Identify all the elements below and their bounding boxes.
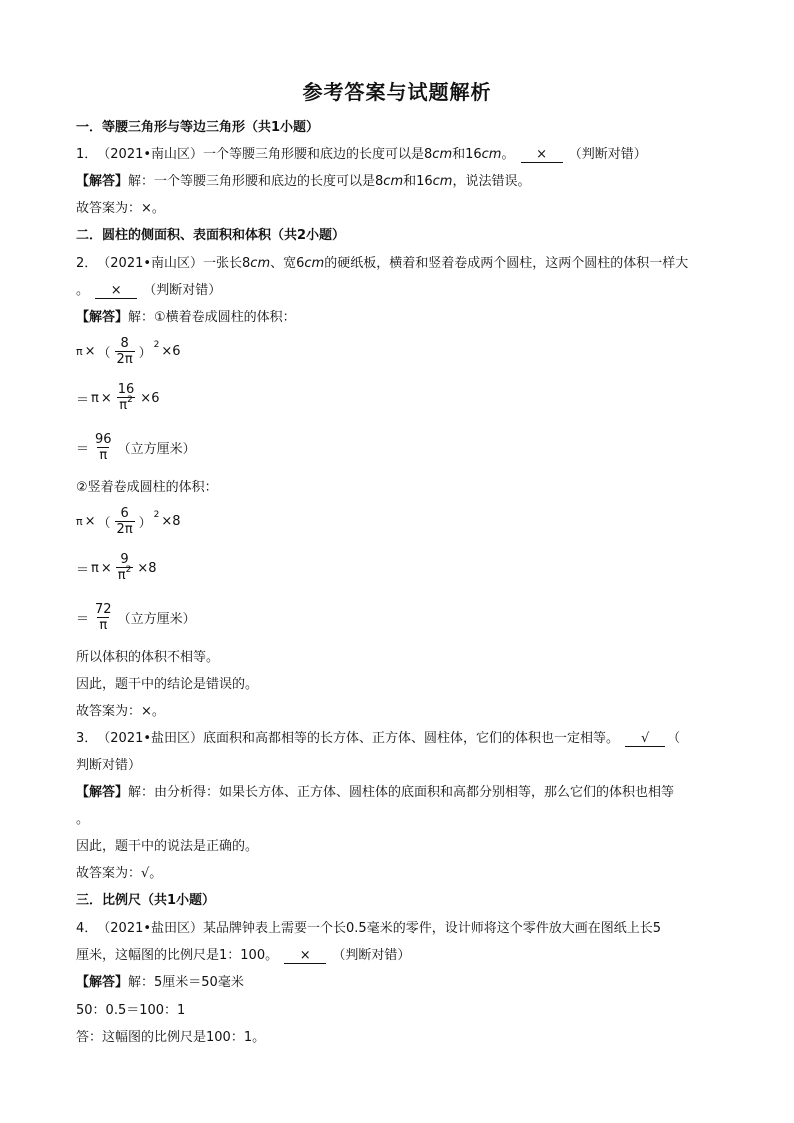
- q2-math-line-2: [76, 382, 159, 415]
- times-symbol: ×: [100, 391, 112, 406]
- q3-final-answer: 故答案为：√。: [76, 866, 163, 881]
- q3-answer-text-a: 解：由分析得：如果长方体、正方体、圆柱体的底面积和高都分别相等，那么它们的体积也相等: [128, 785, 675, 800]
- q2-math-line-1: [76, 336, 181, 367]
- right-paren: ）: [138, 516, 152, 531]
- q2-stem-text-a: 2． （2021•南山区）一张长8: [76, 256, 251, 271]
- pi-symbol: π: [91, 561, 99, 576]
- question-4-stem-line1: 4． （2021•盐田区）某品牌钟表上需要一个长0.5毫米的零件，设计师将这个零件放大画在图纸上长5: [76, 921, 661, 936]
- den-exponent: 2: [125, 565, 132, 575]
- q4-answer-text-a: 解：5厘米＝50毫米: [128, 975, 244, 990]
- q3-answer-tag: 【解答】: [76, 785, 129, 800]
- fraction-8-over-2pi: [115, 336, 135, 367]
- fraction-numerator: 16: [117, 382, 135, 397]
- equals-sign: ＝: [76, 442, 90, 457]
- equals-sign: ＝: [76, 612, 90, 627]
- left-paren: （: [97, 346, 111, 361]
- q1-answer-tag: 【解答】: [76, 174, 129, 189]
- den-pi: π: [119, 398, 128, 413]
- left-paren: （: [97, 516, 111, 531]
- q1-answer-text-b: 和16: [403, 174, 433, 189]
- fraction-9-over-pi-squared: [116, 552, 134, 585]
- q2-answer-part-2: ②竖着卷成圆柱的体积：: [76, 480, 218, 495]
- q2-conclusion-2: 因此，题干中的结论是错误的。: [76, 677, 259, 692]
- fraction-denominator: π: [99, 618, 108, 633]
- q2-stem-text-c: 的硬纸板，横着和竖着卷成两个圆柱，这两个圆柱的体积一样大: [324, 256, 689, 271]
- q1-stem-text-a: 1． （2021•南山区）一个等腰三角形腰和底边的长度可以是8: [76, 147, 433, 162]
- q2-stem-text-d: 。: [76, 283, 90, 298]
- section-heading-1: 一．等腰三角形与等边三角形（共1小题）: [76, 120, 320, 135]
- section-heading-2: 二．圆柱的侧面积、表面积和体积（共2小题）: [76, 228, 346, 243]
- den-exponent: 2: [127, 395, 133, 405]
- q3-tail-a: （: [667, 731, 681, 746]
- fraction-72-over-pi: [93, 602, 114, 633]
- pi-symbol: π: [91, 391, 99, 406]
- q1-answer-text-a: 解：一个等腰三角形腰和底边的长度可以是8: [128, 174, 384, 189]
- fraction-numerator: 8: [120, 336, 129, 351]
- q3-stem-text: 3． （2021•盐田区）底面积和高都相等的长方体、正方体、圆柱体，它们的体积也一定相等。: [76, 731, 620, 746]
- multiplier-6: ×6: [161, 344, 181, 359]
- fraction-denominator: 2π: [116, 352, 133, 367]
- question-1-answer: [76, 174, 726, 190]
- q2-math-line-4: [76, 506, 181, 537]
- q1-answer-unit-cm-2: cm: [432, 174, 453, 189]
- q1-tail: （判断对错）: [568, 147, 647, 162]
- question-2-stem-line1: [76, 256, 726, 272]
- question-1-stem: [76, 147, 726, 163]
- q2-conclusion-1: 所以体积的体积不相等。: [76, 650, 220, 665]
- q4-tail: （判断对错）: [332, 948, 411, 963]
- q2-answer-blank: ×: [95, 284, 137, 299]
- multiplier-6: ×6: [140, 391, 160, 406]
- fraction-denominator: 2π: [116, 522, 133, 537]
- times-symbol: ×: [100, 561, 112, 576]
- q3-conclusion: 因此，题干中的说法是正确的。: [76, 839, 259, 854]
- q1-stem-text-c: 。: [501, 147, 515, 162]
- den-pi: π: [117, 568, 126, 583]
- fraction-16-over-pi-squared: [116, 382, 137, 415]
- question-3-answer: [76, 785, 726, 801]
- q3-answer-blank: √: [625, 732, 665, 747]
- question-2-stem-line2: [76, 283, 726, 299]
- multiplier-8: ×8: [137, 561, 157, 576]
- q2-final-answer: 故答案为：×。: [76, 704, 165, 719]
- fraction-6-over-2pi: [115, 506, 135, 537]
- q2-unit-cm-1: cm: [250, 256, 271, 271]
- q2-tail: （判断对错）: [143, 283, 222, 298]
- q1-answer-blank: ×: [521, 148, 563, 163]
- pi-symbol: π: [76, 515, 83, 528]
- q1-unit-cm-1: cm: [432, 147, 453, 162]
- q4-stem-text-b: 厘米，这幅图的比例尺是1：100。: [76, 948, 279, 963]
- exponent: 2: [153, 339, 160, 350]
- unit-cubic-cm: （立方厘米）: [117, 442, 196, 457]
- q2-stem-text-b: 、宽6: [270, 256, 305, 271]
- fraction-96-over-pi: [93, 432, 114, 463]
- q1-final-answer: 故答案为：×。: [76, 201, 165, 216]
- fraction-denominator: [116, 567, 134, 585]
- q4-calculation: 50：0.5＝100：1: [76, 1003, 186, 1018]
- fraction-denominator: [117, 397, 135, 415]
- question-4-stem-line2: [76, 948, 726, 964]
- q4-final-answer: 答：这幅图的比例尺是100：1。: [76, 1030, 266, 1045]
- q1-answer-unit-cm-1: cm: [383, 174, 404, 189]
- q2-answer-text-a: 解：①横着卷成圆柱的体积：: [128, 310, 296, 325]
- unit-cubic-cm: （立方厘米）: [117, 612, 196, 627]
- q2-math-line-3: [76, 432, 196, 463]
- q1-unit-cm-2: cm: [481, 147, 502, 162]
- q2-unit-cm-2: cm: [304, 256, 325, 271]
- fraction-numerator: 72: [95, 602, 112, 617]
- equals-sign: ＝: [76, 563, 90, 578]
- times-symbol: ×: [84, 514, 96, 529]
- page-title: 参考答案与试题解析: [302, 80, 492, 104]
- q3-answer-text-b: 。: [76, 812, 90, 827]
- question-3-stem-line1: [76, 731, 726, 747]
- exponent: 2: [153, 509, 160, 520]
- q2-math-line-6: [76, 602, 196, 633]
- q4-answer-blank: ×: [284, 949, 326, 964]
- fraction-numerator: 9: [120, 552, 129, 567]
- question-4-answer: [76, 975, 726, 991]
- q1-answer-text-c: ，说法错误。: [452, 174, 531, 189]
- q2-answer-tag: 【解答】: [76, 310, 129, 325]
- q3-tail-b: 判断对错）: [76, 758, 142, 773]
- question-2-answer-intro: [76, 310, 726, 326]
- fraction-numerator: 6: [120, 506, 129, 521]
- q1-stem-text-b: 和16: [452, 147, 482, 162]
- fraction-numerator: 96: [95, 432, 112, 447]
- q4-answer-tag: 【解答】: [76, 975, 129, 990]
- multiplier-8: ×8: [161, 514, 181, 529]
- equals-sign: ＝: [76, 393, 90, 408]
- right-paren: ）: [138, 346, 152, 361]
- q2-math-line-5: [76, 552, 156, 585]
- times-symbol: ×: [84, 344, 96, 359]
- section-heading-3: 三．比例尺（共1小题）: [76, 893, 216, 908]
- fraction-denominator: π: [99, 448, 108, 463]
- pi-symbol: π: [76, 345, 83, 358]
